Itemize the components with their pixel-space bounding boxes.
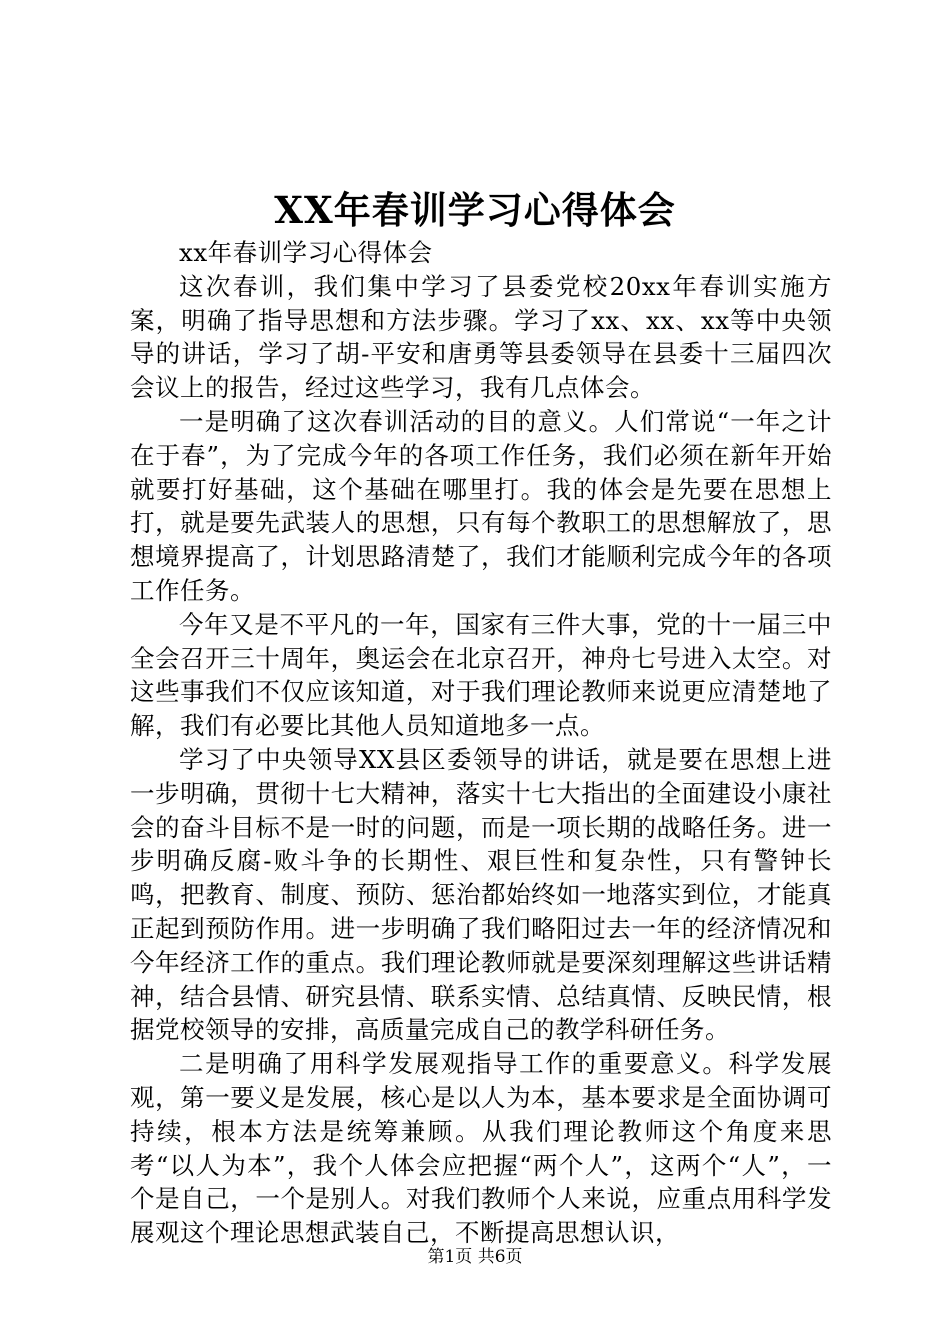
document-title: XX年春训学习心得体会 [274, 188, 676, 232]
paragraph: 一是明确了这次春训活动的目的意义。人们常说“一年之计在于春”，为了完成今年的各项工作任务，我们必须在新年开始就要打好基础，这个基础在哪里打。我的体会是先要在思想上打，就是要先武装人的思想，只有每个教职工的思想解放了，思想境界提高了，计划思路清楚了，我们才能顺利完成今年的各项工作任务。 [130, 406, 832, 605]
document-body [130, 236, 832, 1250]
paragraph: 二是明确了用科学发展观指导工作的重要意义。科学发展观，第一要义是发展，核心是以人为本，基本要求是全面协调可持续，根本方法是统筹兼顾。从我们理论教师这个角度来思考“以人为本”，我个人体会应把握“两个人”，这两个“人”，一个是自己，一个是别人。对我们教师个人来说，应重点用科学发展观这个理论思想武装自己，不断提高思想认识， [130, 1049, 832, 1248]
paragraph: 今年又是不平凡的一年，国家有三件大事，党的十一届三中全会召开三十周年，奥运会在北京召开，神舟七号进入太空。对这些事我们不仅应该知道，对于我们理论教师来说更应清楚地了解，我们有必要比其他人员知道地多一点。 [130, 609, 832, 741]
paragraph: 学习了中央领导XX县区委领导的讲话，就是要在思想上进一步明确，贯彻十七大精神，落实十七大指出的全面建设小康社会的奋斗目标不是一时的问题，而是一项长期的战略任务。进一步明确反腐-败斗争的长期性、艰巨性和复杂性，只有警钟长鸣，把教育、制度、预防、惩治都始终如一地落实到位，才能真正起到预防作用。进一步明确了我们略阳过去一年的经济情况和今年经济工作的重点。我们理论教师就是要深刻理解这些讲话精神，结合县情、研究县情、联系实情、总结真情、反映民情，根据党校领导的安排，高质量完成自己的教学科研任务。 [130, 744, 832, 1045]
paragraph-subtitle: xx年春训学习心得体会 [179, 238, 433, 267]
page-footer: 第1页 共6页 [427, 1247, 523, 1267]
paragraph: 这次春训，我们集中学习了县委党校20xx年春训实施方案，明确了指导思想和方法步骤。学习了xx、xx、xx等中央领导的讲话，学习了胡-平安和唐勇等县委领导在县委十三届四次会议上的报告，经过这些学习，我有几点体会。 [130, 271, 832, 403]
